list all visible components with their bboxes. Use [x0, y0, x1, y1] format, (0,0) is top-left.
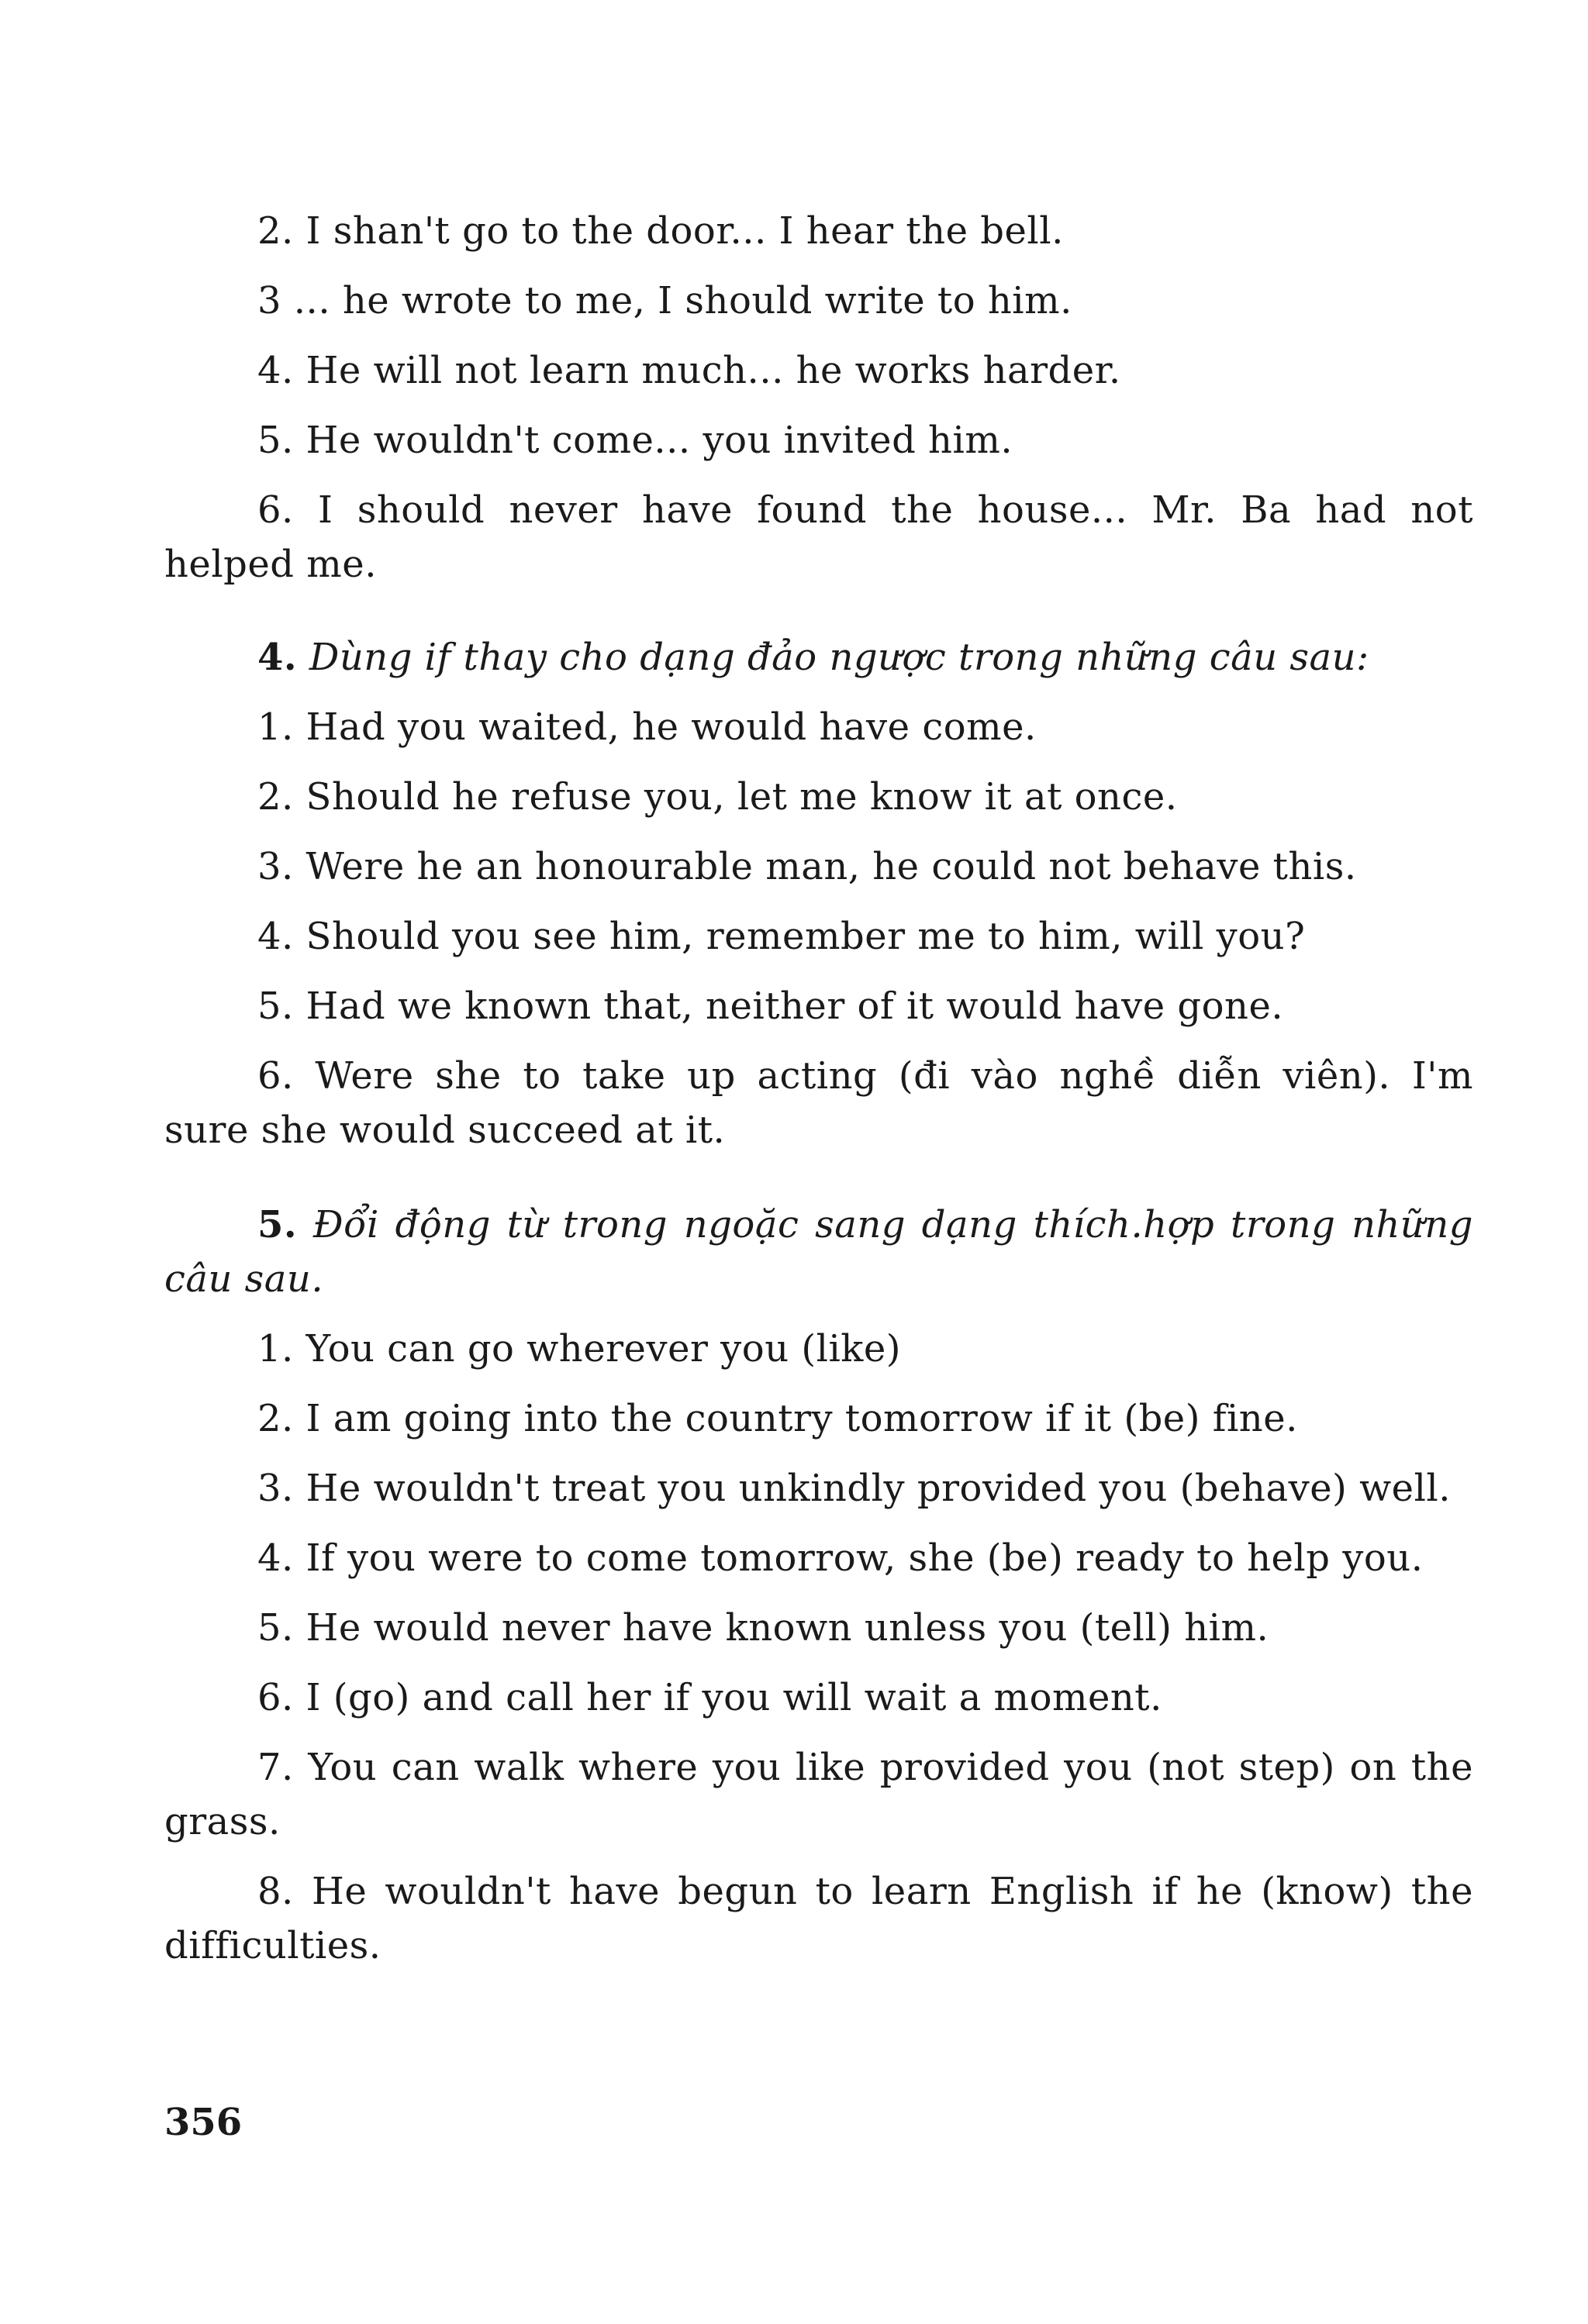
- exercise-item: 4. If you were to come tomorrow, she (be) ready to help you.: [257, 1536, 1424, 1580]
- exercise-item: 5. Had we known that, neither of it would have gone.: [257, 984, 1284, 1028]
- exercise-item: 3. Were he an honourable man, he could not behave this.: [257, 845, 1357, 888]
- exercise-item: 6. I should never have found the house... Mr. Ba had not: [257, 488, 1473, 532]
- exercise-item: 3 ... he wrote to me, I should write to him.: [257, 279, 1072, 322]
- exercise-item: 7. You can walk where you like provided you (not step) on the: [257, 1746, 1473, 1789]
- section-instruction: Đổi động từ trong ngoặc sang dạng thích.hợp trong những: [312, 1203, 1473, 1246]
- section-heading: [257, 634, 1369, 681]
- exercise-item: 6. Were she to take up acting (đi vào nghề diễn viên). I'm: [257, 1054, 1473, 1098]
- exercise-item-continuation: difficulties.: [164, 1924, 381, 1967]
- section-number: 5.: [257, 1203, 298, 1246]
- exercise-item: 2. I shan't go to the door... I hear the bell.: [257, 209, 1064, 253]
- exercise-item: 4. Should you see him, remember me to him, will you?: [257, 915, 1306, 958]
- exercise-item-continuation: grass.: [164, 1800, 281, 1843]
- section-number: 4.: [257, 636, 298, 679]
- page-number: 356: [164, 2101, 243, 2144]
- exercise-item: 2. I am going into the country tomorrow if it (be) fine.: [257, 1397, 1298, 1440]
- exercise-item: 6. I (go) and call her if you will wait a moment.: [257, 1676, 1162, 1719]
- exercise-item-continuation: helped me.: [164, 543, 377, 586]
- exercise-item-continuation: sure she would succeed at it.: [164, 1109, 726, 1152]
- exercise-item: 3. He wouldn't treat you unkindly provided you (behave) well.: [257, 1467, 1452, 1510]
- exercise-item: 1. Had you waited, he would have come.: [257, 705, 1037, 749]
- exercise-item: 1. You can go wherever you (like): [257, 1327, 902, 1371]
- section-heading: [257, 1202, 1473, 1248]
- exercise-item: 4. He will not learn much... he works harder.: [257, 349, 1121, 392]
- exercise-item: 5. He wouldn't come... you invited him.: [257, 419, 1013, 462]
- section-instruction: Dùng if thay cho dạng đảo ngược trong những câu sau:: [309, 636, 1369, 679]
- exercise-item: 5. He would never have known unless you (tell) him.: [257, 1606, 1269, 1650]
- section-instruction-continuation: câu sau.: [164, 1257, 324, 1301]
- exercise-item: 8. He wouldn't have begun to learn English if he (know) the: [257, 1870, 1473, 1913]
- exercise-item: 2. Should he refuse you, let me know it at once.: [257, 775, 1178, 819]
